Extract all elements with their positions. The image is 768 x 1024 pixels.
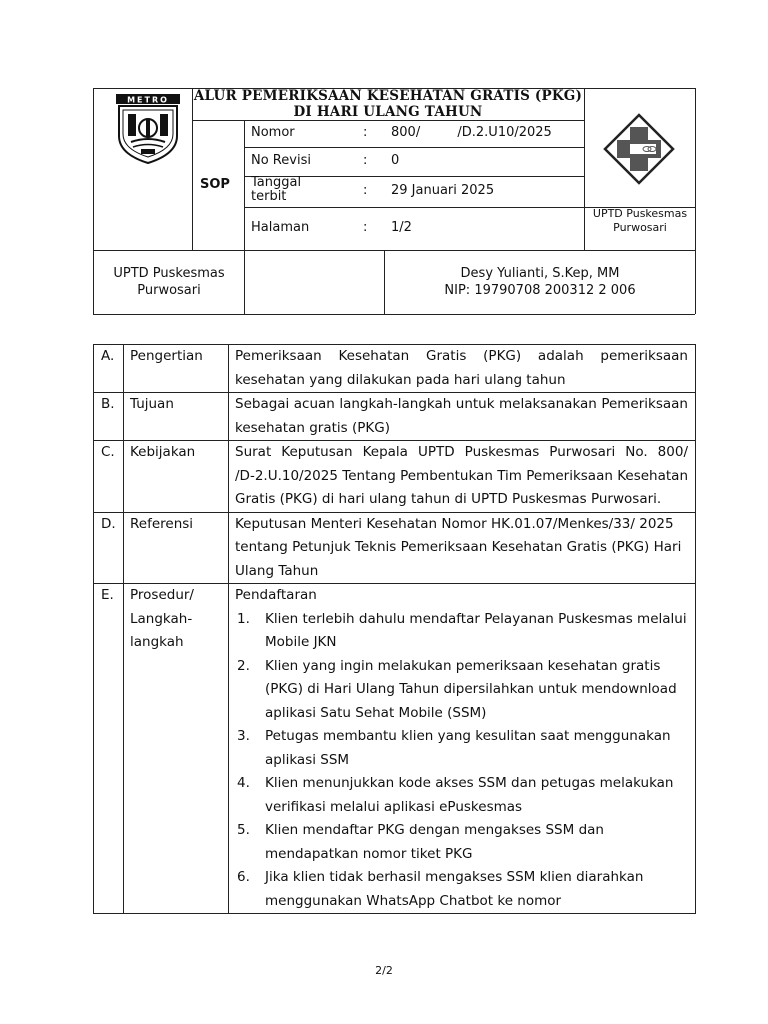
tanggal-colon: :: [363, 183, 368, 198]
step-number: 1.: [237, 610, 250, 627]
section-row-referensi: [94, 512, 696, 584]
step-number: 6.: [237, 869, 250, 885]
step-text: Jika klien tidak berhasil mengakses SSM klien diarahkan menggunakan WhatsApp Chatbot ke nomor: [265, 869, 644, 909]
sop-content-table: [93, 344, 731, 914]
revisi-label: No Revisi: [251, 153, 311, 168]
revisi-colon: :: [363, 153, 368, 168]
list-item: [235, 655, 688, 726]
procedure-steps: [235, 608, 688, 914]
section-letter: B.: [94, 393, 124, 441]
halaman-value: 1/2: [391, 220, 412, 235]
section-text: Sebagai acuan langkah-langkah untuk melaksanakan Pemeriksaan kesehatan gratis (PKG): [229, 393, 696, 441]
header-middle-border: [93, 250, 695, 251]
header-col-divider: [244, 120, 245, 314]
signer-nip: NIP: 19790708 200312 2 006: [444, 283, 636, 298]
step-number: 5.: [237, 822, 250, 838]
section-label: Prosedur/ Langkah-langkah: [124, 584, 229, 914]
nomor-colon: :: [363, 125, 368, 140]
section-row-tujuan: [94, 393, 696, 441]
title-line-2: DI HARI ULANG TAHUN: [293, 104, 483, 120]
header-col-divider: [584, 88, 585, 250]
nomor-value: 800/ /D.2.U10/2025: [391, 125, 552, 140]
header-title-divider: [192, 120, 584, 121]
title-line-1: ALUR PEMERIKSAAN KESEHATAN GRATIS (PKG): [193, 88, 583, 104]
section-label: Referensi: [124, 512, 229, 584]
page-number: 2/2: [375, 964, 393, 977]
step-number: 3.: [237, 728, 250, 744]
section-label: Kebijakan: [124, 441, 229, 513]
section-label: Pengertian: [124, 345, 229, 393]
list-item: [235, 725, 688, 772]
step-text: Klien mendaftar PKG dengan mengakses SSM dan mendapatkan nomor tiket PKG: [265, 822, 604, 862]
section-text: Keputusan Menteri Kesehatan Nomor HK.01.07/Menkes/33/ 2025 tentang Petunjuk Teknis Pemeriksaan Kesehatan Gratis (PKG) Hari Ulang Tahun: [229, 512, 696, 584]
section-label: Tujuan: [124, 393, 229, 441]
step-text: Klien terlebih dahulu mendaftar Pelayanan Puskesmas melalui Mobile JKN: [265, 610, 687, 650]
signer-block: [390, 265, 690, 299]
header-border-left: [93, 88, 94, 314]
list-item: [235, 608, 688, 655]
header-border-right: [695, 88, 696, 314]
halaman-label: Halaman: [251, 220, 310, 235]
section-row-kebijakan: [94, 441, 696, 513]
section-text: Pemeriksaan Kesehatan Gratis (PKG) adalah pemeriksaan kesehatan yang dilakukan pada hari ulang tahun: [229, 345, 696, 393]
puskesmas-logo: [603, 113, 675, 185]
halaman-colon: :: [363, 220, 368, 235]
revisi-value: 0: [391, 153, 400, 168]
section-letter: D.: [94, 512, 124, 584]
step-number: 4.: [237, 775, 250, 791]
header-border-bottom: [93, 314, 695, 315]
step-text: Petugas membantu klien yang kesulitan saat menggunakan aplikasi SSM: [265, 728, 671, 768]
procedure-subtitle: Pendaftaran: [235, 587, 317, 603]
sop-label: SOP: [200, 177, 230, 192]
signer-name: Desy Yulianti, S.Kep, MM: [460, 266, 620, 281]
section-row-pengertian: [94, 345, 696, 393]
step-text: Klien yang ingin melakukan pemeriksaan kesehatan gratis (PKG) di Hari Ulang Tahun dipersilahkan untuk mendownload aplikasi Satu Sehat Mobile (SSM): [265, 657, 677, 721]
tanggal-value: 29 Januari 2025: [391, 183, 495, 198]
list-item: [235, 866, 688, 913]
metro-city-logo: [113, 92, 183, 166]
logo-text: METRO: [127, 95, 169, 105]
step-text: Klien menunjukkan kode akses SSM dan petugas melakukan verifikasi melalui aplikasi ePuskesmas: [265, 775, 674, 815]
list-item: [235, 819, 688, 866]
document-title: [192, 88, 584, 120]
step-number: 2.: [237, 657, 250, 674]
nomor-label: Nomor: [251, 125, 295, 140]
right-caption: UPTD Puskesmas Purwosari: [592, 207, 688, 234]
section-row-prosedur: [94, 584, 696, 914]
header-row-divider: [244, 147, 584, 148]
section-letter: E.: [94, 584, 124, 914]
section-letter: C.: [94, 441, 124, 513]
section-text: Surat Keputusan Kepala UPTD Puskesmas Purwosari No. 800/ /D-2.U.10/2025 Tentang Pembentukan Tim Pemeriksaan Kesehatan Gratis (PKG) di hari ulang tahun di UPTD Puskesmas Purwosari.: [229, 441, 696, 513]
procedure-content: [229, 584, 696, 914]
list-item: [235, 772, 688, 819]
section-letter: A.: [94, 345, 124, 393]
org-name: UPTD Puskesmas Purwosari: [113, 266, 225, 298]
header-col-divider: [384, 250, 385, 314]
tanggal-label: Tanggal terbit: [251, 175, 302, 204]
